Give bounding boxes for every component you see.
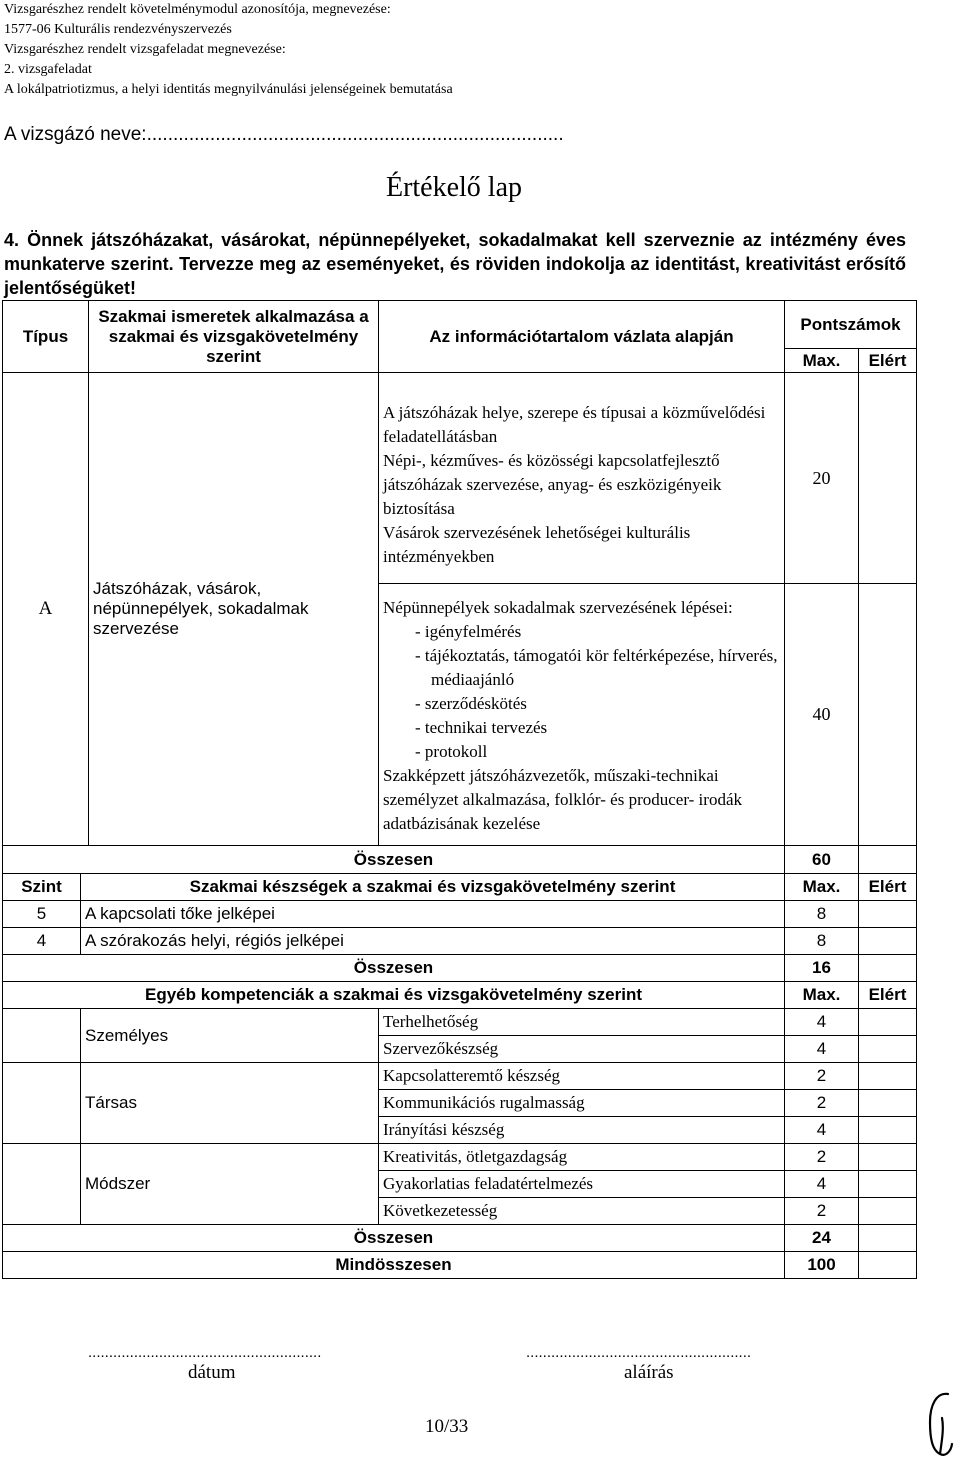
competency-max: 2 — [785, 1063, 859, 1090]
header-line: 2. vizsgafeladat — [4, 62, 92, 77]
grand-total-achieved — [859, 1252, 917, 1279]
header-type: Típus — [3, 301, 89, 373]
competency-name: Kreativitás, ötletgazdagság — [379, 1144, 785, 1171]
skills-max-header: Max. — [785, 874, 859, 901]
signature-line: ...................................................... — [526, 1344, 752, 1361]
header-line: A lokálpatriotizmus, a helyi identitás megnyilvánulási jelenségeinek bemutatása — [4, 82, 453, 97]
header-skills: Szakmai ismeretek alkalmazása a szakmai és vizsgakövetelmény szerint — [89, 301, 379, 373]
content-line: Népünnepélyek sokadalmak szervezésének lépései: — [383, 597, 733, 617]
competency-group-social: Társas — [81, 1063, 379, 1144]
skills-header: Szakmai készségek a szakmai és vizsgakövetelmény szerint — [81, 874, 785, 901]
competency-achieved — [859, 1090, 917, 1117]
header-line: Vizsgarészhez rendelt követelménymodul azonosítója, megnevezése: — [4, 2, 391, 17]
competency-max: 4 — [785, 1036, 859, 1063]
achieved-points-1 — [859, 373, 917, 584]
competency-achieved — [859, 1063, 917, 1090]
subtotal-label: Összesen — [3, 1225, 785, 1252]
type-cell: A — [3, 373, 89, 846]
achieved-points-2 — [859, 584, 917, 846]
date-label: dátum — [188, 1362, 236, 1383]
competency-achieved — [859, 1117, 917, 1144]
competency-group-spacer — [3, 1009, 81, 1063]
competency-group-personal: Személyes — [81, 1009, 379, 1063]
max-points-1: 20 — [785, 373, 859, 584]
topic-cell: Játszóházak, vásárok, népünnepélyek, sokadalmak szervezése — [89, 373, 379, 846]
task-description: 4. Önnek játszóházakat, vásárokat, népünnepélyeket, sokadalmakat kell szerveznie az intézmény éves munkaterve szerint. Tervezze meg az eseményeket, és röviden indokolja az identitást, kreativitást erősítő jelentőségüket! — [4, 230, 906, 298]
subtotal-value: 16 — [785, 955, 859, 982]
skill-name: A kapcsolati tőke jelképei — [81, 901, 785, 928]
competency-group-spacer — [3, 1063, 81, 1144]
evaluation-table — [2, 300, 917, 1279]
competency-max: 2 — [785, 1144, 859, 1171]
content-line: Népi-, kézműves- és közösségi kapcsolatfejlesztő játszóházak szervezése, anyag- és eszközigényeik biztosítása — [383, 451, 722, 518]
skill-name: A szórakozás helyi, régiós jelképei — [81, 928, 785, 955]
content-step: - igényfelmérés — [415, 621, 522, 641]
page-title: Értékelő lap — [385, 172, 523, 203]
date-line: ........................................................ — [88, 1344, 322, 1361]
skill-achieved — [859, 901, 917, 928]
content-step: - technikai tervezés — [415, 717, 548, 737]
competency-max: 4 — [785, 1009, 859, 1036]
competency-max: 2 — [785, 1090, 859, 1117]
subtotal-label: Összesen — [3, 846, 785, 874]
competency-max: 4 — [785, 1117, 859, 1144]
header-max: Max. — [785, 349, 859, 373]
content-line: Vásárok szervezésének lehetőségei kulturális intézményekben — [383, 523, 691, 566]
grand-total-value: 100 — [785, 1252, 859, 1279]
competency-name: Terhelhetőség — [379, 1009, 785, 1036]
competency-name: Irányítási készség — [379, 1117, 785, 1144]
competency-achieved — [859, 1036, 917, 1063]
subtotal-label: Összesen — [3, 955, 785, 982]
header-achieved: Elért — [859, 349, 917, 373]
header-line: 1577-06 Kulturális rendezvényszervezés — [4, 22, 232, 37]
examinee-name-line: A vizsgázó neve:............................................................................... — [4, 124, 564, 145]
subtotal-achieved — [859, 955, 917, 982]
subtotal-value: 24 — [785, 1225, 859, 1252]
content-line: Szakképzett játszóházvezetők, műszaki-technikai személyzet alkalmazása, folklór- és producer- irodák adatbázisának kezelése — [383, 765, 742, 833]
competency-name: Gyakorlatias feladatértelmezés — [379, 1171, 785, 1198]
header-points: Pontszámok — [785, 301, 917, 349]
content-step: - protokoll — [415, 741, 488, 761]
skill-level: 4 — [3, 928, 81, 955]
subtotal-value: 60 — [785, 846, 859, 874]
content-step: - tájékoztatás, támogatói kör feltérképezése, hírverés, médiaajánló — [415, 645, 778, 689]
content-line: A játszóházak helye, szerepe és típusai a közművelődési feladatellátásban — [383, 403, 766, 446]
competency-max: 2 — [785, 1198, 859, 1225]
skill-max: 8 — [785, 928, 859, 955]
header-line: Vizsgarészhez rendelt vizsgafeladat megnevezése: — [4, 42, 286, 57]
signature-label: aláírás — [624, 1362, 674, 1383]
grand-total-label: Mindösszesen — [3, 1252, 785, 1279]
competencies-achieved-header: Elért — [859, 982, 917, 1009]
competency-achieved — [859, 1144, 917, 1171]
competency-name: Kapcsolatteremtő készség — [379, 1063, 785, 1090]
skill-max: 8 — [785, 901, 859, 928]
document-header — [4, 0, 453, 100]
competency-name: Kommunikációs rugalmasság — [379, 1090, 785, 1117]
competencies-max-header: Max. — [785, 982, 859, 1009]
content-step: - szerződéskötés — [415, 693, 527, 713]
content-block-1 — [379, 373, 785, 584]
competencies-header: Egyéb kompetenciák a szakmai és vizsgakövetelmény szerint — [3, 982, 785, 1009]
competency-achieved — [859, 1198, 917, 1225]
competency-achieved — [859, 1171, 917, 1198]
skill-level: 5 — [3, 901, 81, 928]
competency-group-spacer — [3, 1144, 81, 1225]
subtotal-achieved — [859, 846, 917, 874]
level-header: Szint — [3, 874, 81, 901]
competency-group-method: Módszer — [81, 1144, 379, 1225]
competency-max: 4 — [785, 1171, 859, 1198]
competency-name: Következetesség — [379, 1198, 785, 1225]
skills-achieved-header: Elért — [859, 874, 917, 901]
handwritten-signature — [918, 1388, 958, 1460]
subtotal-achieved — [859, 1225, 917, 1252]
content-block-2 — [379, 584, 785, 846]
competency-achieved — [859, 1009, 917, 1036]
max-points-2: 40 — [785, 584, 859, 846]
competency-name: Szervezőkészség — [379, 1036, 785, 1063]
header-info: Az információtartalom vázlata alapján — [379, 301, 785, 373]
skill-achieved — [859, 928, 917, 955]
page-number: 10/33 — [425, 1416, 469, 1437]
